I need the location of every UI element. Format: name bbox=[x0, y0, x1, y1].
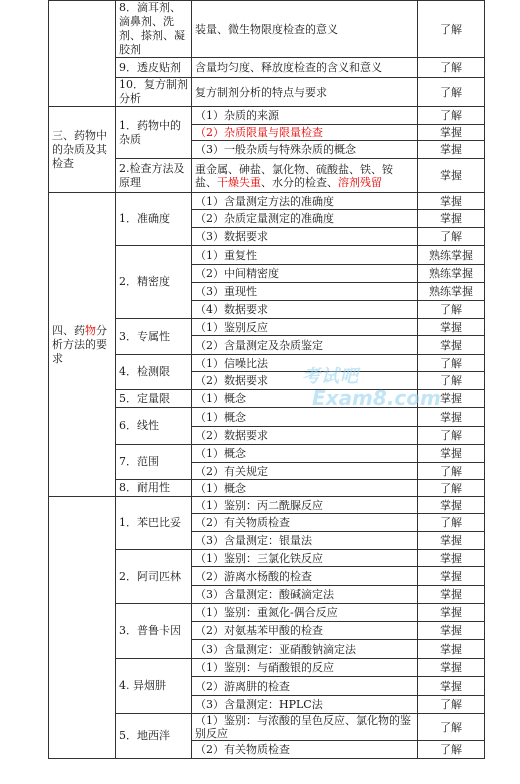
content-cell bbox=[192, 159, 418, 193]
content-text: （2）数据要求 bbox=[195, 429, 268, 442]
content-cell bbox=[192, 1, 418, 58]
content-cell bbox=[192, 193, 418, 210]
requirement-level: 了解 bbox=[418, 1, 485, 58]
requirement-level: 了解 bbox=[418, 463, 485, 480]
requirement-level: 掌握 bbox=[418, 677, 485, 696]
content-cell bbox=[192, 586, 418, 604]
content-cell bbox=[192, 283, 418, 301]
content-cell bbox=[192, 210, 418, 228]
content-cell bbox=[192, 696, 418, 714]
content-cell bbox=[192, 497, 418, 514]
content-cell bbox=[192, 125, 418, 141]
subunit-cell: 9．透皮贴剂 bbox=[116, 58, 192, 78]
content-text: （1）鉴别：三氯化铁反应 bbox=[195, 551, 323, 565]
table-row bbox=[49, 1, 485, 58]
content-text: （2）对氨基苯甲酸的检查 bbox=[195, 624, 323, 637]
subunit-cell: 4. 异烟肼 bbox=[116, 659, 192, 714]
content-text: （3）含量测定：银量法 bbox=[195, 534, 312, 547]
requirement-level: 掌握 bbox=[418, 550, 485, 567]
content-cell bbox=[192, 265, 418, 283]
content-text: （1）重复性 bbox=[195, 248, 257, 262]
table-row bbox=[49, 107, 485, 125]
content-text: （2）杂质限量与限量检查 bbox=[195, 126, 323, 139]
content-cell bbox=[192, 78, 418, 107]
syllabus-page bbox=[48, 0, 484, 784]
content-text: 重金属、砷盐、氯化物、硫酸盐、铁、铵盐、 bbox=[195, 162, 393, 189]
subunit-cell: 3．专属性 bbox=[116, 319, 192, 355]
unit-cell bbox=[49, 497, 116, 759]
content-text: （1）概念 bbox=[195, 392, 246, 405]
content-cell bbox=[192, 390, 418, 408]
content-text: （2）中间精密度 bbox=[195, 267, 279, 280]
subunit-cell: 1．苯巴比妥 bbox=[116, 497, 192, 550]
requirement-level: 掌握 bbox=[418, 193, 485, 210]
content-text: （3）一般杂质与特殊杂质的概念 bbox=[195, 143, 356, 156]
content-text: （2）有关物质检查 bbox=[195, 516, 290, 529]
requirement-level: 了解 bbox=[418, 514, 485, 532]
content-cell bbox=[192, 408, 418, 427]
syllabus-table-body bbox=[49, 1, 485, 759]
content-cell bbox=[192, 427, 418, 445]
unit-cell: 四、药物分析方法的要求 bbox=[49, 193, 116, 497]
requirement-level: 掌握 bbox=[418, 336, 485, 355]
content-text: （1）概念 bbox=[195, 410, 246, 424]
content-text: （3）数据要求 bbox=[195, 230, 268, 243]
subunit-cell: 8．滴耳剂、滴鼻剂、洗剂、搽剂、凝胶剂 bbox=[116, 1, 192, 58]
content-cell bbox=[192, 372, 418, 390]
requirement-level: 掌握 bbox=[418, 604, 485, 622]
subunit-cell: 1．药物中的杂质 bbox=[116, 107, 192, 159]
content-text: （1）鉴别反应 bbox=[195, 320, 268, 334]
content-text: （3）含量测定：亚硝酸钠滴定法 bbox=[195, 642, 356, 656]
content-text: （4）数据要求 bbox=[195, 303, 268, 316]
requirement-level: 了解 bbox=[418, 427, 485, 445]
content-cell bbox=[192, 622, 418, 640]
content-text: 装量、微生物限度检查的意义 bbox=[195, 22, 338, 36]
content-cell bbox=[192, 640, 418, 659]
content-cell bbox=[192, 319, 418, 336]
subunit-cell: 2.检查方法及原理 bbox=[116, 159, 192, 193]
content-text: 复方制剂分析的特点与要求 bbox=[195, 85, 327, 99]
content-cell bbox=[192, 532, 418, 550]
subunit-cell: 10．复方制剂分析 bbox=[116, 78, 192, 107]
content-cell bbox=[192, 107, 418, 125]
content-text: （2）杂质定量测定的准确度 bbox=[195, 212, 334, 225]
subunit-cell: 3．普鲁卡因 bbox=[116, 604, 192, 659]
subunit-cell: 5．地西泮 bbox=[116, 714, 192, 759]
content-cell bbox=[192, 714, 418, 741]
requirement-level: 掌握 bbox=[418, 532, 485, 550]
content-cell bbox=[192, 141, 418, 159]
requirement-level: 熟练掌握 bbox=[418, 265, 485, 283]
unit-cell bbox=[49, 1, 116, 107]
requirement-level: 了解 bbox=[418, 228, 485, 246]
table-row bbox=[49, 193, 485, 210]
requirement-level: 了解 bbox=[418, 372, 485, 390]
content-cell bbox=[192, 355, 418, 372]
subunit-cell: 8．耐用性 bbox=[116, 480, 192, 497]
content-cell bbox=[192, 567, 418, 586]
content-text: （1）鉴别：与浓酸的呈色反应、氯化物的鉴别反应 bbox=[195, 714, 411, 740]
requirement-level: 掌握 bbox=[418, 319, 485, 336]
requirement-level: 掌握 bbox=[418, 497, 485, 514]
content-cell bbox=[192, 659, 418, 677]
content-text: 、水分的检查、 bbox=[261, 175, 338, 189]
requirement-level: 熟练掌握 bbox=[418, 283, 485, 301]
requirement-level: 掌握 bbox=[418, 210, 485, 228]
requirement-level: 了解 bbox=[418, 355, 485, 372]
requirement-level: 了解 bbox=[418, 78, 485, 107]
content-text: （2）有关物质检查 bbox=[195, 743, 290, 756]
requirement-level: 掌握 bbox=[418, 408, 485, 427]
syllabus-table bbox=[48, 0, 485, 759]
requirement-level: 掌握 bbox=[418, 159, 485, 193]
requirement-level: 了解 bbox=[418, 741, 485, 759]
watermark-line-1: 考试吧 bbox=[302, 366, 359, 387]
content-cell bbox=[192, 550, 418, 567]
content-cell bbox=[192, 301, 418, 319]
subunit-cell: 1．准确度 bbox=[116, 193, 192, 246]
content-cell bbox=[192, 741, 418, 759]
requirement-level: 掌握 bbox=[418, 445, 485, 463]
requirement-level: 掌握 bbox=[418, 567, 485, 586]
requirement-level: 了解 bbox=[418, 714, 485, 741]
requirement-level: 掌握 bbox=[418, 141, 485, 159]
content-text: （1）杂质的来源 bbox=[195, 109, 279, 122]
content-text: （1）含量测定方法的准确度 bbox=[195, 194, 334, 208]
requirement-level: 掌握 bbox=[418, 640, 485, 659]
content-cell bbox=[192, 604, 418, 622]
requirement-level: 掌握 bbox=[418, 125, 485, 141]
content-text: （1）鉴别：重氮化-偶合反应 bbox=[195, 606, 338, 619]
content-text: （1）信噪比法 bbox=[195, 356, 268, 370]
requirement-level: 掌握 bbox=[418, 586, 485, 604]
content-cell bbox=[192, 480, 418, 497]
requirement-level: 了解 bbox=[418, 696, 485, 714]
content-cell bbox=[192, 58, 418, 78]
unit-cell: 三、药物中的杂质及其检查 bbox=[49, 107, 116, 193]
requirement-level: 了解 bbox=[418, 301, 485, 319]
content-text: （2）有关规定 bbox=[195, 464, 268, 478]
content-text: （2）含量测定及杂质鉴定 bbox=[195, 338, 323, 352]
subunit-cell: 2．精密度 bbox=[116, 246, 192, 319]
content-cell bbox=[192, 246, 418, 265]
requirement-level: 了解 bbox=[418, 480, 485, 497]
content-text: （1）概念 bbox=[195, 447, 246, 460]
requirement-level: 掌握 bbox=[418, 622, 485, 640]
watermark-line-2: Exam8.com bbox=[312, 386, 441, 410]
content-text: （2）游离肼的检查 bbox=[195, 679, 290, 693]
content-cell bbox=[192, 336, 418, 355]
subunit-cell: 4．检测限 bbox=[116, 355, 192, 390]
requirement-level: 熟练掌握 bbox=[418, 246, 485, 265]
content-cell bbox=[192, 228, 418, 246]
content-text: （1）鉴别：丙二酰脲反应 bbox=[195, 498, 323, 512]
subunit-cell: 6．线性 bbox=[116, 408, 192, 445]
content-text: 溶剂残留 bbox=[338, 175, 382, 189]
table-row bbox=[49, 497, 485, 514]
content-text: （3）含量测定：酸碱滴定法 bbox=[195, 588, 334, 601]
content-text: 含量均匀度、释放度检查的含义和意义 bbox=[195, 61, 382, 74]
subunit-cell: 7．范围 bbox=[116, 445, 192, 480]
content-text: （1）鉴别：与硝酸银的反应 bbox=[195, 661, 334, 674]
requirement-level: 了解 bbox=[418, 58, 485, 78]
content-cell bbox=[192, 677, 418, 696]
subunit-cell: 5．定量限 bbox=[116, 390, 192, 408]
requirement-level: 掌握 bbox=[418, 659, 485, 677]
content-text: （1）概念 bbox=[195, 481, 246, 495]
content-text: （3）含量测定：HPLC法 bbox=[195, 698, 323, 711]
content-cell bbox=[192, 445, 418, 463]
content-text: （2）数据要求 bbox=[195, 374, 268, 387]
content-cell bbox=[192, 463, 418, 480]
content-text: （2）游离水杨酸的检查 bbox=[195, 569, 312, 583]
requirement-level: 了解 bbox=[418, 107, 485, 125]
subunit-cell: 2．阿司匹林 bbox=[116, 550, 192, 604]
content-text: （3）重现性 bbox=[195, 285, 257, 298]
requirement-level: 掌握 bbox=[418, 390, 485, 408]
content-text: 干燥失重 bbox=[217, 175, 261, 189]
content-cell bbox=[192, 514, 418, 532]
